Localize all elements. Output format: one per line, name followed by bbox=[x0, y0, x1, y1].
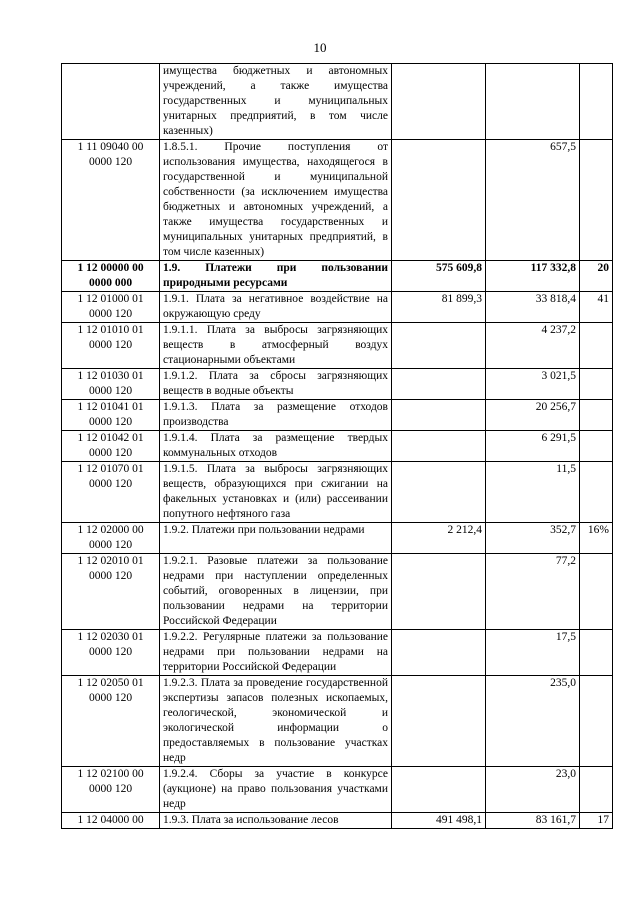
item-name-cell: 1.9.1. Плата за негативное воздействие на окружающую среду bbox=[160, 292, 392, 323]
item-name-cell: 1.9.2. Платежи при пользовании недрами bbox=[160, 523, 392, 554]
actual-amount-cell: 83 161,7 bbox=[486, 813, 580, 829]
execution-percent-cell bbox=[580, 431, 613, 462]
budget-code-cell: 1 12 01010 01 0000 120 bbox=[62, 323, 160, 369]
table-body bbox=[62, 64, 613, 829]
execution-percent-cell bbox=[580, 462, 613, 523]
budget-code-cell: 1 12 02050 01 0000 120 bbox=[62, 676, 160, 767]
execution-percent-cell bbox=[580, 554, 613, 630]
item-name-cell: 1.9.1.3. Плата за размещение отходов производства bbox=[160, 400, 392, 431]
table-row bbox=[62, 523, 613, 554]
item-name-cell: 1.9.2.2. Регулярные платежи за пользование недрами при пользовании недрами на территории Российской Федерации bbox=[160, 630, 392, 676]
budget-code-cell: 1 12 01030 01 0000 120 bbox=[62, 369, 160, 400]
budget-code-cell: 1 12 01070 01 0000 120 bbox=[62, 462, 160, 523]
item-name-cell: 1.9.1.1. Плата за выбросы загрязняющих веществ в атмосферный воздух стационарными объектами bbox=[160, 323, 392, 369]
table-row bbox=[62, 462, 613, 523]
item-name-cell: 1.9. Платежи при пользовании природными ресурсами bbox=[160, 261, 392, 292]
plan-amount-cell bbox=[392, 431, 486, 462]
table-row bbox=[62, 630, 613, 676]
table-row bbox=[62, 140, 613, 261]
budget-revenue-table bbox=[61, 63, 613, 829]
execution-percent-cell: 16% bbox=[580, 523, 613, 554]
actual-amount-cell: 11,5 bbox=[486, 462, 580, 523]
actual-amount-cell: 17,5 bbox=[486, 630, 580, 676]
table-row bbox=[62, 676, 613, 767]
table-row bbox=[62, 400, 613, 431]
budget-code-cell: 1 12 02100 00 0000 120 bbox=[62, 767, 160, 813]
actual-amount-cell: 4 237,2 bbox=[486, 323, 580, 369]
execution-percent-cell bbox=[580, 630, 613, 676]
budget-code-cell: 1 11 09040 00 0000 120 bbox=[62, 140, 160, 261]
plan-amount-cell bbox=[392, 64, 486, 140]
item-name-cell: имущества бюджетных и автономных учреждений, а также имущества государственных и муниципальных унитарных предприятий, в том числе казенных) bbox=[160, 64, 392, 140]
item-name-cell: 1.9.2.4. Сборы за участие в конкурсе (аукционе) на право пользования участками недр bbox=[160, 767, 392, 813]
actual-amount-cell bbox=[486, 64, 580, 140]
execution-percent-cell bbox=[580, 323, 613, 369]
table-row bbox=[62, 64, 613, 140]
plan-amount-cell: 2 212,4 bbox=[392, 523, 486, 554]
actual-amount-cell: 3 021,5 bbox=[486, 369, 580, 400]
plan-amount-cell: 81 899,3 bbox=[392, 292, 486, 323]
table-row bbox=[62, 292, 613, 323]
actual-amount-cell: 352,7 bbox=[486, 523, 580, 554]
budget-code-cell: 1 12 04000 00 bbox=[62, 813, 160, 829]
execution-percent-cell bbox=[580, 400, 613, 431]
plan-amount-cell bbox=[392, 630, 486, 676]
budget-code-cell: 1 12 01042 01 0000 120 bbox=[62, 431, 160, 462]
table-row bbox=[62, 261, 613, 292]
actual-amount-cell: 20 256,7 bbox=[486, 400, 580, 431]
actual-amount-cell: 77,2 bbox=[486, 554, 580, 630]
budget-code-cell: 1 12 02010 01 0000 120 bbox=[62, 554, 160, 630]
plan-amount-cell: 575 609,8 bbox=[392, 261, 486, 292]
actual-amount-cell: 33 818,4 bbox=[486, 292, 580, 323]
plan-amount-cell bbox=[392, 323, 486, 369]
table-row bbox=[62, 767, 613, 813]
budget-code-cell bbox=[62, 64, 160, 140]
table-row bbox=[62, 323, 613, 369]
plan-amount-cell bbox=[392, 767, 486, 813]
execution-percent-cell bbox=[580, 369, 613, 400]
execution-percent-cell bbox=[580, 64, 613, 140]
item-name-cell: 1.9.1.4. Плата за размещение твердых коммунальных отходов bbox=[160, 431, 392, 462]
budget-code-cell: 1 12 02000 00 0000 120 bbox=[62, 523, 160, 554]
item-name-cell: 1.8.5.1. Прочие поступления от использования имущества, находящегося в государственной и муниципальной собственности (за исключением имущества бюджетных и автономных учреждений, а также имущества государственных и муниципальных унитарных предприятий, в том числе казенных) bbox=[160, 140, 392, 261]
execution-percent-cell: 17 bbox=[580, 813, 613, 829]
plan-amount-cell: 491 498,1 bbox=[392, 813, 486, 829]
table-row bbox=[62, 369, 613, 400]
plan-amount-cell bbox=[392, 676, 486, 767]
actual-amount-cell: 6 291,5 bbox=[486, 431, 580, 462]
actual-amount-cell: 117 332,8 bbox=[486, 261, 580, 292]
table-row bbox=[62, 554, 613, 630]
actual-amount-cell: 657,5 bbox=[486, 140, 580, 261]
item-name-cell: 1.9.2.3. Плата за проведение государственной экспертизы запасов полезных ископаемых, геологической, экономической и экологической информации о предоставляемых в пользование участках недр bbox=[160, 676, 392, 767]
plan-amount-cell bbox=[392, 462, 486, 523]
plan-amount-cell bbox=[392, 400, 486, 431]
table-row bbox=[62, 431, 613, 462]
page-number: 10 bbox=[313, 40, 327, 55]
execution-percent-cell bbox=[580, 140, 613, 261]
budget-code-cell: 1 12 02030 01 0000 120 bbox=[62, 630, 160, 676]
table-row bbox=[62, 813, 613, 829]
item-name-cell: 1.9.1.2. Плата за сбросы загрязняющих веществ в водные объекты bbox=[160, 369, 392, 400]
execution-percent-cell bbox=[580, 767, 613, 813]
actual-amount-cell: 235,0 bbox=[486, 676, 580, 767]
budget-code-cell: 1 12 00000 00 0000 000 bbox=[62, 261, 160, 292]
actual-amount-cell: 23,0 bbox=[486, 767, 580, 813]
plan-amount-cell bbox=[392, 554, 486, 630]
budget-code-cell: 1 12 01000 01 0000 120 bbox=[62, 292, 160, 323]
execution-percent-cell bbox=[580, 676, 613, 767]
plan-amount-cell bbox=[392, 140, 486, 261]
item-name-cell: 1.9.2.1. Разовые платежи за пользование недрами при наступлении определенных событий, оговоренных в лицензии, при пользовании недрами на территории Российской Федерации bbox=[160, 554, 392, 630]
execution-percent-cell: 20 bbox=[580, 261, 613, 292]
budget-code-cell: 1 12 01041 01 0000 120 bbox=[62, 400, 160, 431]
plan-amount-cell bbox=[392, 369, 486, 400]
item-name-cell: 1.9.1.5. Плата за выбросы загрязняющих веществ, образующихся при сжигании на факельных установках и (или) рассеивании попутного нефтяного газа bbox=[160, 462, 392, 523]
item-name-cell: 1.9.3. Плата за использование лесов bbox=[160, 813, 392, 829]
execution-percent-cell: 41 bbox=[580, 292, 613, 323]
